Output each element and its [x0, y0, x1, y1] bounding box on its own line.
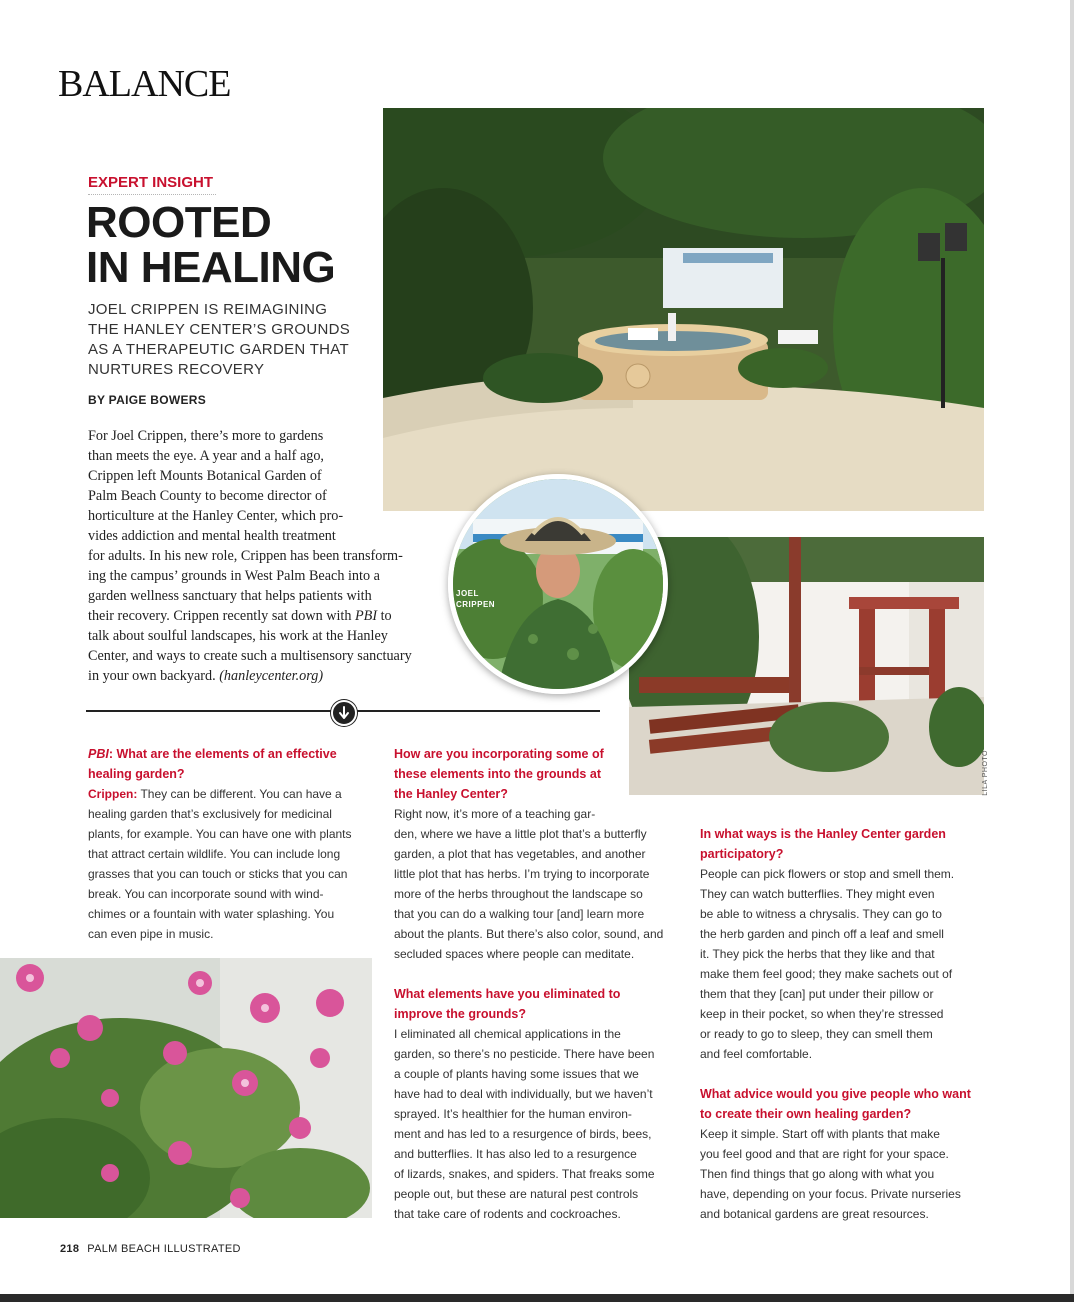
qa-column-3 — [700, 824, 990, 1224]
arrow-down-icon — [331, 700, 357, 726]
answer-line: make them feel good; they make sachets out of — [700, 967, 953, 981]
answer-line: sprayed. It’s healthier for the human environ- — [394, 1107, 632, 1121]
folio — [60, 1243, 241, 1255]
photo-credit: LILA PHOTO — [982, 750, 989, 796]
kicker: EXPERT INSIGHT — [88, 174, 214, 191]
website-link[interactable]: (hanleycenter.org) — [219, 668, 324, 684]
answer-line: healing garden that’s exclusively for medicinal — [88, 807, 332, 821]
answer-line: They can watch butterflies. They might even — [700, 887, 935, 901]
answer-line: more of the herbs throughout the landscape so — [394, 887, 643, 901]
byline: BY PAIGE BOWERS — [88, 393, 207, 407]
bottom-bar — [0, 1294, 1074, 1302]
answer-line: have, depending on your focus. Private nurseries — [700, 1187, 961, 1201]
answer-line: little plot that has herbs. I’m trying to incorporate — [394, 867, 650, 881]
intro-line: for adults. In his new role, Crippen has been transform- — [88, 548, 403, 564]
headline — [86, 200, 386, 290]
question-heading: participatory? — [700, 847, 784, 861]
answer-line: secluded spaces where people can meditate. — [394, 947, 635, 961]
page-number: 218 — [60, 1243, 80, 1255]
dek-line: THE HANLEY CENTER’S GROUNDS — [88, 321, 351, 338]
answer-line: People can pick flowers or stop and smell them. — [700, 867, 955, 881]
answer-line: and butterflies. It has also led to a resurgence — [394, 1147, 637, 1161]
answer-line: chimes or a fountain with water splashing. You — [88, 907, 335, 921]
answer-line: garden, so there’s no pesticide. There have been — [394, 1047, 655, 1061]
answer-text: They can be different. You can have a — [137, 787, 342, 801]
intro-line: ing the campus’ grounds in West Palm Beach into a — [88, 568, 380, 584]
answer-line: grasses that you can touch or sticks that you can — [88, 867, 348, 881]
answer-line: can even pipe in music. — [88, 927, 214, 941]
question-heading: improve the grounds? — [394, 1007, 526, 1021]
answer-line: and botanical gardens are great resources. — [700, 1207, 929, 1221]
dek-line: AS A THERAPEUTIC GARDEN THAT — [88, 341, 349, 358]
portrait-caption — [456, 588, 495, 610]
speaker-label: Crippen: — [88, 787, 138, 801]
magazine-name: PALM BEACH ILLUSTRATED — [87, 1243, 241, 1255]
answer-line: Keep it simple. Start off with plants that make — [700, 1127, 940, 1141]
portrait-caption-last: CRIPPEN — [456, 600, 496, 609]
question-heading: healing garden? — [88, 767, 185, 781]
answer-line: den, where we have a little plot that’s a butterfly — [394, 827, 647, 841]
question-heading: to create their own healing garden? — [700, 1107, 912, 1121]
intro-line: For Joel Crippen, there’s more to gardens — [88, 428, 324, 444]
answer-line: break. You can incorporate sound with wind- — [88, 887, 324, 901]
qa-column-1 — [88, 744, 378, 944]
intro-line: garden wellness sanctuary that helps patients with — [88, 588, 372, 604]
intro-text: to — [377, 608, 392, 624]
dek-line: JOEL CRIPPEN IS REIMAGINING — [88, 301, 328, 318]
answer-line: you feel good and that are right for your space. — [700, 1147, 949, 1161]
dek-line: NURTURES RECOVERY — [88, 361, 265, 378]
answer-line: Then find things that go along with what you — [700, 1167, 935, 1181]
pbi-italic: PBI — [354, 608, 378, 624]
answer-line: that take care of rodents and cockroaches. — [394, 1207, 621, 1221]
intro-line: vides addiction and mental health treatment — [88, 528, 336, 544]
pbi-prefix: PBI — [88, 747, 109, 761]
intro-text: in your own backyard. — [88, 668, 220, 684]
question-heading: the Hanley Center? — [394, 787, 508, 801]
answer-line: that attract certain wildlife. You can include long — [88, 847, 341, 861]
answer-line: of lizards, snakes, and spiders. That freaks some — [394, 1167, 655, 1181]
answer-line: a couple of plants having some issues that we — [394, 1067, 639, 1081]
section-label: BALANCE — [58, 63, 231, 105]
kicker-divider — [88, 194, 216, 195]
intro-line: than meets the eye. A year and a half ago, — [88, 448, 324, 464]
dek — [88, 300, 358, 380]
question-text: : What are the elements of an effective — [108, 747, 337, 761]
answer-line: garden, a plot that has vegetables, and another — [394, 847, 646, 861]
question-heading: In what ways is the Hanley Center garden — [700, 827, 946, 841]
headline-line-2: IN HEALING — [86, 243, 336, 292]
answer-line: have had to deal with individually, but we haven’t — [394, 1087, 653, 1101]
answer-line: people out, but these are natural pest controls — [394, 1187, 639, 1201]
intro-line: talk about soulful landscapes, his work at the Hanley — [88, 628, 388, 644]
intro-line: Center, and ways to create such a multisensory sanctuary — [88, 648, 412, 664]
headline-line-1: ROOTED — [86, 198, 272, 247]
intro-line: Crippen left Mounts Botanical Garden of — [88, 468, 322, 484]
intro-paragraph — [88, 426, 456, 686]
question-heading: What advice would you give people who want — [700, 1087, 971, 1101]
intro-text: their recovery. Crippen recently sat down with — [88, 608, 352, 624]
answer-line — [88, 784, 378, 804]
intro-line — [88, 606, 456, 626]
question-heading: What elements have you eliminated to — [394, 987, 621, 1001]
joel-crippen-portrait — [448, 474, 668, 694]
intro-line: Palm Beach County to become director of — [88, 488, 327, 504]
intro-line: horticulture at the Hanley Center, which pro- — [88, 508, 344, 524]
portrait-caption-first: JOEL — [456, 589, 479, 598]
answer-line: them that they [can] put under their pillow or — [700, 987, 934, 1001]
intro-line — [88, 666, 456, 686]
answer-line: about the plants. But there’s also color, sound, and — [394, 927, 664, 941]
answer-line: or ready to go to sleep, they can smell them — [700, 1027, 933, 1041]
garden-fountain-photo — [383, 108, 984, 511]
answer-line: ment and has led to a resurgence of birds, bees, — [394, 1127, 652, 1141]
page-edge — [1070, 0, 1074, 1302]
question-heading: these elements into the grounds at — [394, 767, 601, 781]
answer-line: the herb garden and pinch off a leaf and smell — [700, 927, 944, 941]
question-heading: How are you incorporating some of — [394, 747, 604, 761]
answer-line: be able to witness a chrysalis. They can go to — [700, 907, 942, 921]
pink-flowers-photo — [0, 958, 372, 1218]
answer-line: I eliminated all chemical applications in the — [394, 1027, 621, 1041]
answer-line: and feel comfortable. — [700, 1047, 813, 1061]
answer-line: that you can do a walking tour [and] learn more — [394, 907, 645, 921]
qa-column-2 — [394, 744, 684, 1224]
answer-line: Right now, it’s more of a teaching gar- — [394, 807, 596, 821]
answer-line: plants, for example. You can have one with plants — [88, 827, 352, 841]
question-heading — [88, 744, 378, 764]
answer-line: it. They pick the herbs that they like and that — [700, 947, 935, 961]
answer-line: keep in their pocket, so when they’re stressed — [700, 1007, 944, 1021]
